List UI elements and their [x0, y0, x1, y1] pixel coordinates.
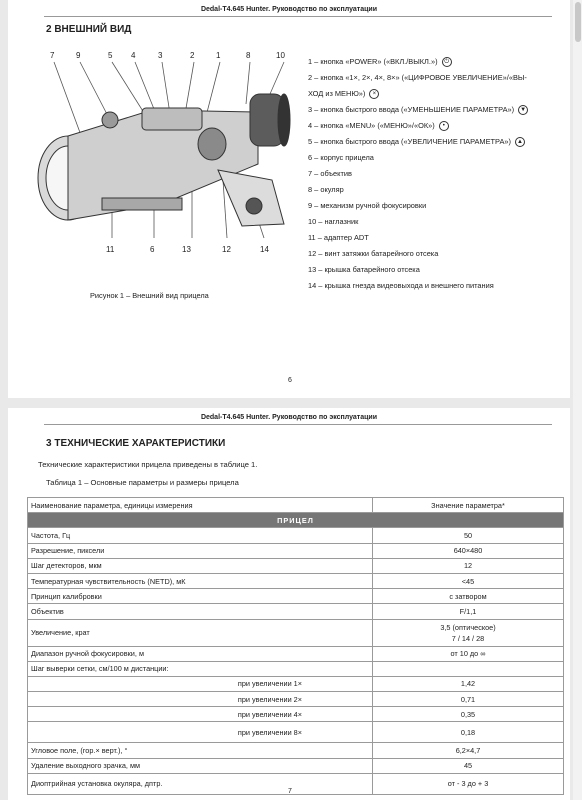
- legend-item: 14 – крышка гнезда видеовыхода и внешнего питания: [308, 281, 494, 290]
- table-row: Принцип калибровки с затвором: [28, 589, 564, 604]
- scrollbar[interactable]: [573, 0, 582, 800]
- table-row: при увеличении 1× 1,42: [28, 676, 564, 691]
- table-row: Удаление выходного зрачка, мм 45: [28, 758, 564, 773]
- figure-caption: Рисунок 1 – Внешний вид прицела: [90, 291, 209, 300]
- legend-item: 10 – наглазник: [308, 217, 359, 226]
- callout-7: 7: [50, 51, 55, 60]
- col-header-name: Наименование параметра, единицы измерения: [28, 498, 373, 513]
- table-row: Увеличение, крат 3,5 (оптическое) 7 / 14 / 28: [28, 619, 564, 646]
- table-row: Разрешение, пиксели 640×480: [28, 543, 564, 558]
- header-divider: [44, 16, 552, 17]
- zoom-exit-icon: ×: [369, 89, 379, 99]
- arrow-up-icon: ▲: [515, 137, 525, 147]
- legend-item: ХОД из МЕНЮ») ×: [308, 86, 528, 102]
- legend-item: 8 – окуляр: [308, 185, 344, 194]
- legend-item: 13 – крышка батарейного отсека: [308, 265, 420, 274]
- callout-4: 4: [131, 51, 136, 60]
- page-number: 6: [288, 377, 292, 384]
- page-header: Dedal-T4.645 Hunter. Руководство по эксплуатации: [200, 6, 378, 13]
- callout-6: 6: [150, 245, 155, 254]
- legend-item: 1 – кнопка «POWER» («ВКЛ./ВЫКЛ.») ⏻: [308, 54, 528, 70]
- legend-item: 3 – кнопка быстрого ввода («УМЕНЬШЕНИЕ ПАРАМЕТРА») ▼: [308, 102, 528, 118]
- table-caption: Таблица 1 – Основные параметры и размеры прицела: [46, 478, 239, 487]
- callout-2: 2: [190, 51, 195, 60]
- parts-legend: [308, 54, 528, 294]
- section-title: 3 ТЕХНИЧЕСКИЕ ХАРАКТЕРИСТИКИ: [46, 438, 226, 449]
- legend-item: 4 – кнопка «MENU» («МЕНЮ»/«ОК») •: [308, 118, 528, 134]
- col-header-value: Значение параметра*: [373, 498, 564, 513]
- callout-9: 9: [76, 51, 81, 60]
- table-section-row: ПРИЦЕЛ: [28, 513, 564, 528]
- section-title: 2 ВНЕШНИЙ ВИД: [46, 24, 132, 35]
- table-row: Шаг детекторов, мкм 12: [28, 558, 564, 573]
- callout-11: 11: [106, 245, 115, 254]
- page-number: 7: [288, 788, 292, 795]
- arrow-down-icon: ▼: [518, 105, 528, 115]
- table-row: при увеличении 4× 0,35: [28, 707, 564, 722]
- legend-item: 9 – механизм ручной фокусировки: [308, 201, 427, 210]
- callout-3: 3: [158, 51, 163, 60]
- table-row: Температурная чувствительность (NETD), мК <45: [28, 573, 564, 588]
- table-row: Угловое поле, (гор.× верт.), ° 6,2×4,7: [28, 743, 564, 758]
- scrollbar-thumb[interactable]: [575, 2, 581, 42]
- legend-item: 6 – корпус прицела: [308, 153, 374, 162]
- legend-item: 7 – объектив: [308, 169, 352, 178]
- menu-ok-icon: •: [439, 121, 449, 131]
- table-row: при увеличении 8× 0,18: [28, 722, 564, 743]
- legend-item: 12 – винт затяжки батарейного отсека: [308, 249, 439, 258]
- table-row: Объектив F/1,1: [28, 604, 564, 619]
- page-header: Dedal-T4.645 Hunter. Руководство по эксплуатации: [200, 414, 378, 421]
- legend-item: 2 – кнопка «1×, 2×, 4×, 8×» («ЦИФРОВОЕ УВЕЛИЧЕНИЕ»/«ВЫ-: [308, 73, 527, 82]
- table-row: Диапазон ручной фокусировки, м от 10 до ∞: [28, 646, 564, 661]
- table-row: при увеличении 2× 0,71: [28, 692, 564, 707]
- legend-item: 5 – кнопка быстрого ввода («УВЕЛИЧЕНИЕ ПАРАМЕТРА») ▲: [308, 134, 528, 150]
- callout-13: 13: [182, 245, 191, 254]
- callout-8: 8: [246, 51, 251, 60]
- intro-text: Технические характеристики прицела приведены в таблице 1.: [38, 460, 258, 469]
- legend-item: 11 – адаптер ADT: [308, 233, 369, 242]
- callout-10: 10: [276, 51, 285, 60]
- table-row: Диоптрийная установка окуляра, дптр. от - 3 до + 3: [28, 773, 564, 794]
- table-header-row: [28, 498, 564, 513]
- specs-table: [27, 497, 564, 795]
- callout-14: 14: [260, 245, 269, 254]
- table-row: Шаг выверки сетки, см/100 м дистанции:: [28, 661, 564, 676]
- page-6: [8, 0, 570, 398]
- callout-5: 5: [108, 51, 113, 60]
- callout-1: 1: [216, 51, 221, 60]
- scope-illustration: [22, 48, 302, 260]
- header-divider: [44, 424, 552, 425]
- power-icon: ⏻: [442, 57, 452, 67]
- table-row: Частота, Гц 50: [28, 528, 564, 543]
- callout-12: 12: [222, 245, 231, 254]
